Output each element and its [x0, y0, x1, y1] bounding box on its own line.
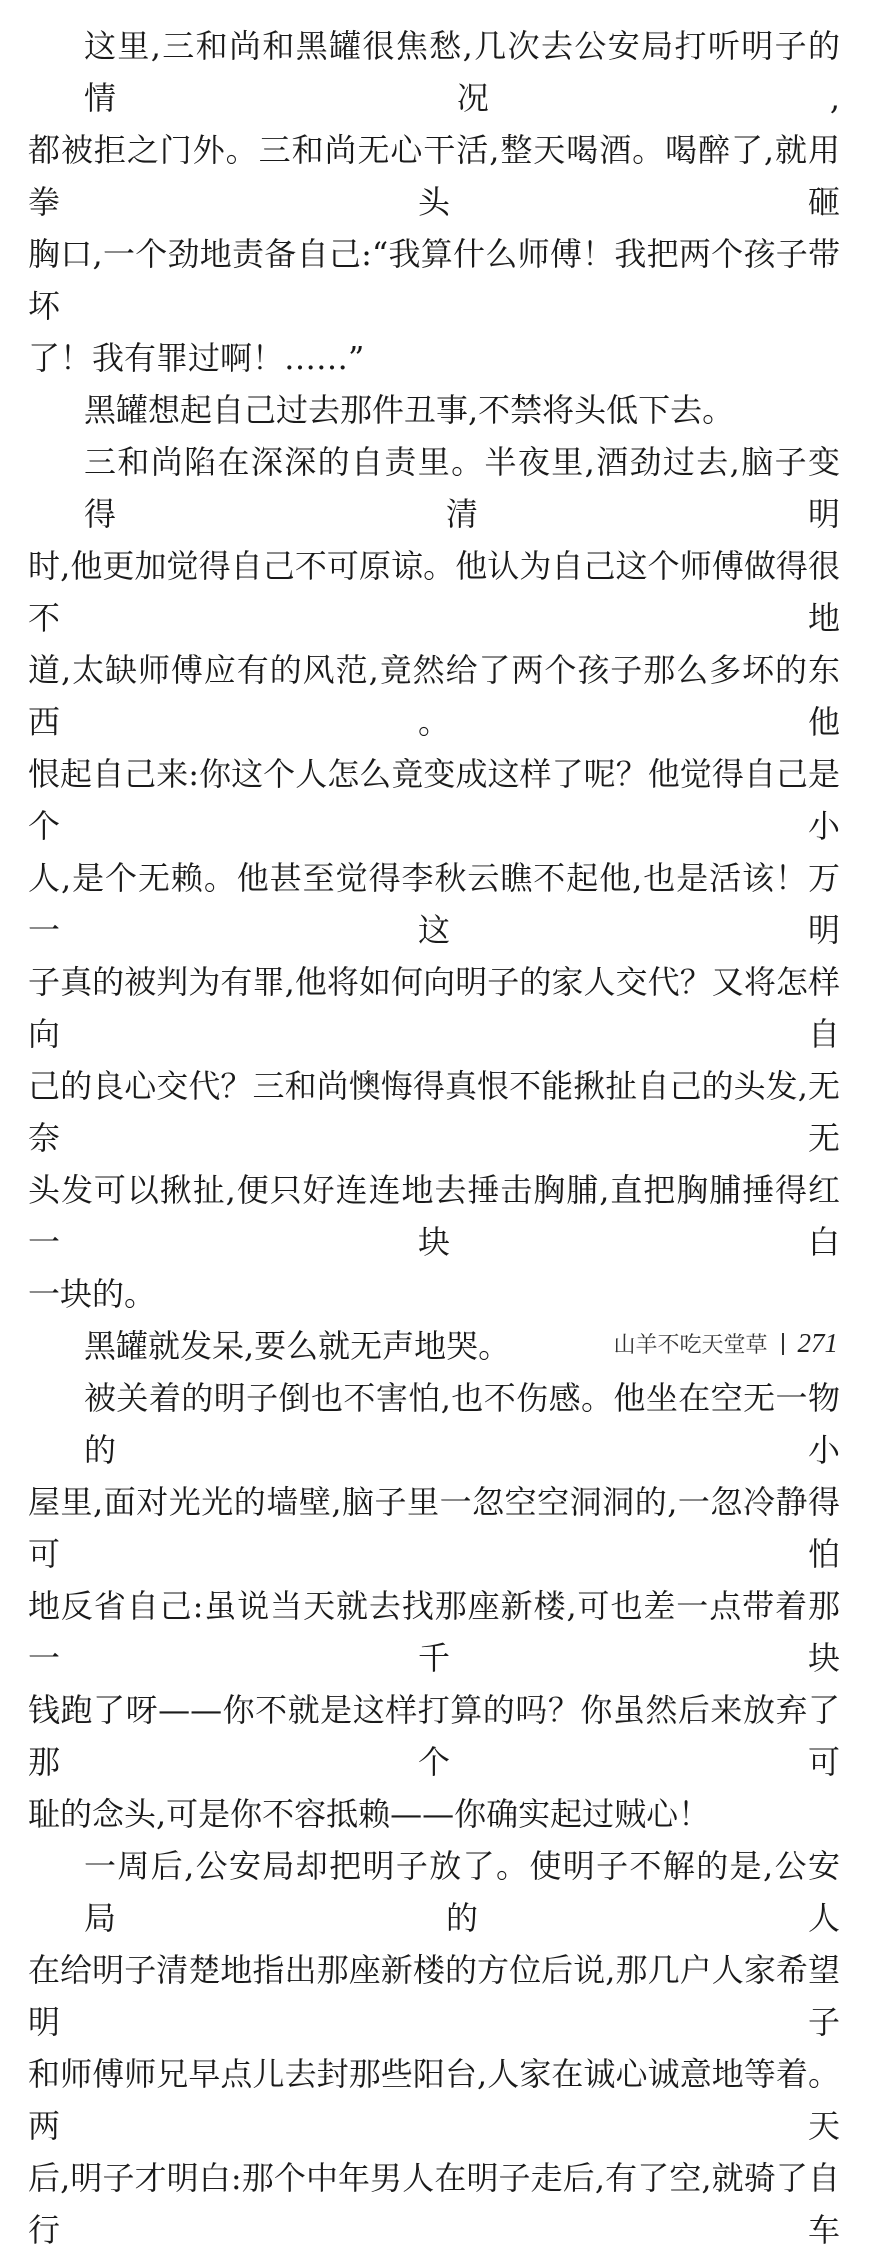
footer-divider	[782, 1333, 784, 1355]
running-title: 山羊不吃天堂草	[613, 1333, 768, 1358]
text-line: 这里,三和尚和黑罐很焦愁,几次去公安局打听明子的情况,	[84, 27, 840, 117]
text-line: 子真的被判为有罪,他将如何向明子的家人交代？又将怎样向自	[28, 963, 840, 1053]
text-line: 都被拒之门外。三和尚无心干活,整天喝酒。喝醉了,就用拳头砸	[28, 131, 840, 221]
text-line: 耻的念头,可是你不容抵赖——你确实起过贼心！	[28, 1795, 711, 1833]
paragraph	[28, 1840, 840, 2256]
text-line: 时,他更加觉得自己不可原谅。他认为自己这个师傅做得很不地	[28, 547, 840, 637]
text-line: 了！我有罪过啊！……”	[28, 339, 365, 377]
paragraph	[28, 1372, 840, 1840]
paragraph	[28, 384, 840, 436]
text-line: 一周后,公安局却把明子放了。使明子不解的是,公安局的人	[84, 1847, 840, 1937]
text-line: 黑罐就发呆,要么就无声地哭。	[84, 1327, 511, 1365]
body-text	[28, 20, 840, 2256]
text-line: 胸口,一个劲地责备自己:“我算什么师傅！我把两个孩子带坏	[28, 235, 840, 325]
text-line: 头发可以揪扯,便只好连连地去捶击胸脯,直把胸脯捶得红一块白	[28, 1171, 840, 1261]
text-line: 钱跑了呀——你不就是这样打算的吗？你虽然后来放弃了那个可	[28, 1691, 840, 1781]
page-number: 271	[797, 1328, 838, 1358]
text-line: 三和尚陷在深深的自责里。半夜里,酒劲过去,脑子变得清明	[84, 443, 840, 533]
text-line: 恨起自己来:你这个人怎么竟变成这样了呢？他觉得自己是个小	[28, 755, 840, 845]
text-line: 己的良心交代？三和尚懊悔得真恨不能揪扯自己的头发,无奈无	[28, 1067, 840, 1157]
text-line: 地反省自己:虽说当天就去找那座新楼,可也差一点带着那一千块	[28, 1587, 840, 1677]
text-line: 屋里,面对光光的墙壁,脑子里一忽空空洞洞的,一忽冷静得可怕	[28, 1483, 840, 1573]
text-line: 和师傅师兄早点儿去封那些阳台,人家在诚心诚意地等着。两天	[28, 2055, 840, 2145]
paragraph	[28, 436, 840, 1320]
text-line: 人,是个无赖。他甚至觉得李秋云瞧不起他,也是活该！万一这明	[28, 859, 840, 949]
paragraph	[28, 20, 840, 384]
text-line: 在给明子清楚地指出那座新楼的方位后说,那几户人家希望明子	[28, 1951, 840, 2041]
text-line: 后,明子才明白:那个中年男人在明子走后,有了空,就骑了自行车	[28, 2159, 840, 2249]
page-footer	[613, 1328, 838, 1359]
text-line: 道,太缺师傅应有的风范,竟然给了两个孩子那么多坏的东西。他	[28, 651, 840, 741]
text-line: 一块的。	[28, 1275, 157, 1313]
text-line: 黑罐想起自己过去那件丑事,不禁将头低下去。	[84, 391, 735, 429]
text-line: 被关着的明子倒也不害怕,也不伤感。他坐在空无一物的小	[84, 1379, 840, 1469]
